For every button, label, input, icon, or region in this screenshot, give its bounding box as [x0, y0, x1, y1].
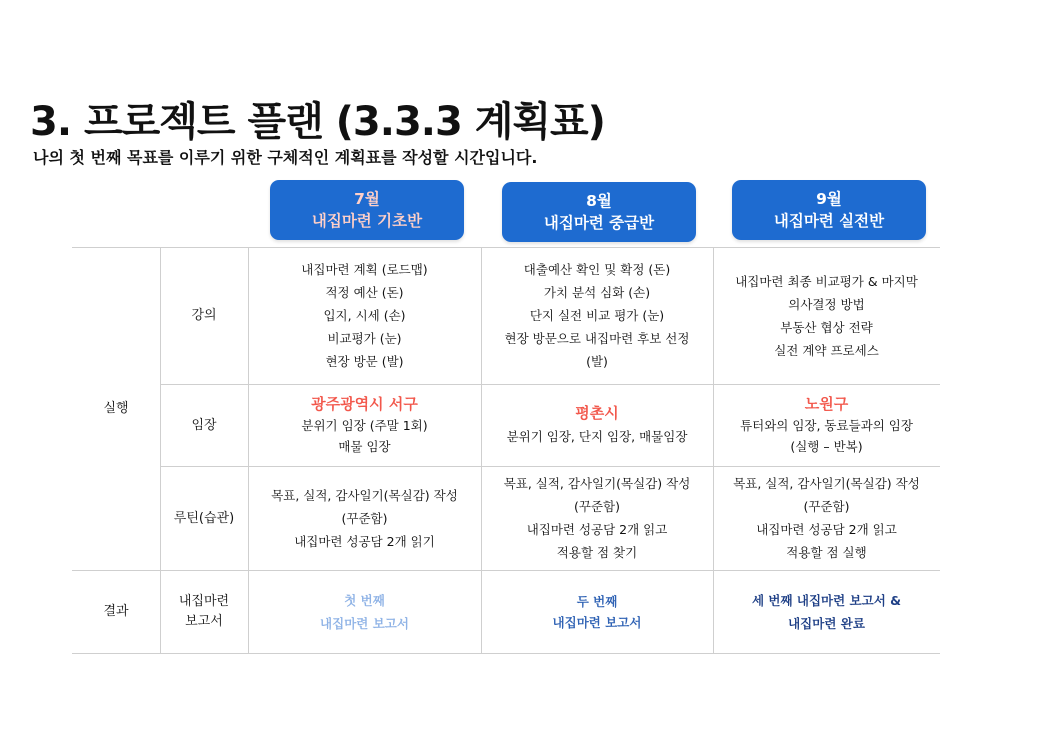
month-label: 9월: [816, 190, 842, 208]
lecture-item: 가치 분석 심화 (손): [543, 285, 651, 300]
routine-item: 목표, 실적, 감사일기(목실감) 작성: [503, 476, 691, 491]
page-title: 3. 프로젝트 플랜 (3.3.3 계획표): [30, 99, 605, 145]
result-line: 내집마련 완료: [788, 615, 865, 631]
result-label: 결과: [103, 604, 129, 619]
row-label-lecture: [160, 247, 248, 384]
report-label-line: 보고서: [185, 613, 223, 629]
month-label: 7월: [354, 190, 380, 208]
month-header-september: [732, 180, 926, 240]
lecture-label: 강의: [191, 308, 217, 323]
routine-cell-august: [481, 466, 713, 570]
lecture-cell-july: [248, 247, 481, 384]
lecture-item: 입지, 시세 (손): [323, 308, 406, 323]
field-item: 분위기 임장 (주말 1회): [301, 417, 428, 433]
routine-item: 적용할 점 실행: [786, 545, 867, 560]
field-item: 분위기 임장, 단지 임장, 매물임장: [506, 429, 688, 444]
result-line: 내집마련 보고서: [320, 615, 409, 631]
month-header-august: [502, 182, 696, 242]
routine-item: 내집마련 성공담 2개 읽고: [756, 522, 897, 537]
lecture-item: 대출예산 확인 및 확정 (돈): [523, 262, 671, 277]
lecture-cell-august: [481, 247, 713, 384]
result-cell-july: [248, 570, 481, 653]
result-line: 내집마련 보고서: [552, 614, 642, 630]
row-label-routine: [160, 466, 248, 570]
lecture-item: 단지 실전 비교 평가 (눈): [529, 308, 665, 323]
lecture-item: 실전 계약 프로세스: [774, 342, 879, 358]
table-border-bottom: [72, 653, 940, 654]
course-name: 내집마련 기초반: [311, 212, 423, 230]
field-item: 튜터와의 임장, 동료들과의 임장: [740, 417, 913, 433]
lecture-cell-september: [713, 247, 940, 384]
lecture-item: 현장 방문으로 내집마련 후보 선정: [504, 331, 690, 346]
lecture-item: 내집마련 계획 (로드맵): [301, 262, 428, 277]
routine-item: 목표, 실적, 감사일기(목실감) 작성: [733, 476, 920, 491]
lecture-item: 현장 방문 (발): [325, 354, 404, 369]
routine-item: 적용할 점 찾기: [556, 545, 638, 560]
lecture-item: 비교평가 (눈): [327, 331, 402, 346]
row-label-field: [160, 384, 248, 466]
row-label-report: [160, 570, 248, 653]
field-item: (실행 – 반복): [790, 438, 863, 454]
routine-cell-september: [713, 466, 940, 570]
routine-item: 내집마련 성공담 2개 읽고: [526, 522, 668, 537]
lecture-item: 의사결정 방법: [788, 296, 865, 312]
month-header-july: [270, 180, 464, 240]
lecture-item: 내집마련 최종 비교평가 & 마지막: [735, 273, 918, 289]
field-place: 평촌시: [575, 404, 619, 422]
field-place: 노원구: [804, 394, 849, 413]
row-group-execution: [72, 247, 160, 570]
execution-label: 실행: [103, 401, 129, 416]
lecture-item: (발): [586, 354, 608, 369]
routine-item: 목표, 실적, 감사일기(목실감) 작성: [271, 487, 458, 503]
routine-cell-july: [248, 466, 481, 570]
row-group-result: [72, 570, 160, 653]
field-cell-august: [481, 384, 713, 466]
field-cell-july: [248, 384, 481, 466]
field-place: 광주광역시 서구: [311, 394, 418, 413]
lecture-item: 적정 예산 (돈): [325, 285, 404, 300]
routine-item: (꾸준함): [803, 499, 850, 514]
lecture-item: 부동산 협상 전략: [780, 319, 873, 335]
month-label: 8월: [586, 192, 612, 210]
result-line: 두 번째: [576, 593, 618, 609]
course-name: 내집마련 실전반: [773, 212, 885, 230]
field-cell-september: [713, 384, 940, 466]
field-label: 임장: [191, 417, 217, 433]
result-cell-september: [713, 570, 940, 653]
report-label-line: 내집마련: [178, 593, 230, 609]
field-item: 매물 임장: [338, 438, 391, 454]
result-line: 세 번째 내집마련 보고서 &: [751, 592, 902, 608]
result-line: 첫 번째: [344, 592, 385, 608]
routine-item: (꾸준함): [574, 499, 620, 514]
routine-item: (꾸준함): [341, 510, 388, 526]
routine-item: 내집마련 성공담 2개 읽기: [294, 533, 435, 549]
course-name: 내집마련 중급반: [543, 214, 655, 232]
result-cell-august: [481, 570, 713, 653]
routine-label: 루틴(습관): [173, 510, 235, 526]
page-subtitle: 나의 첫 번째 목표를 이루기 위한 구체적인 계획표를 작성할 시간입니다.: [33, 148, 538, 167]
